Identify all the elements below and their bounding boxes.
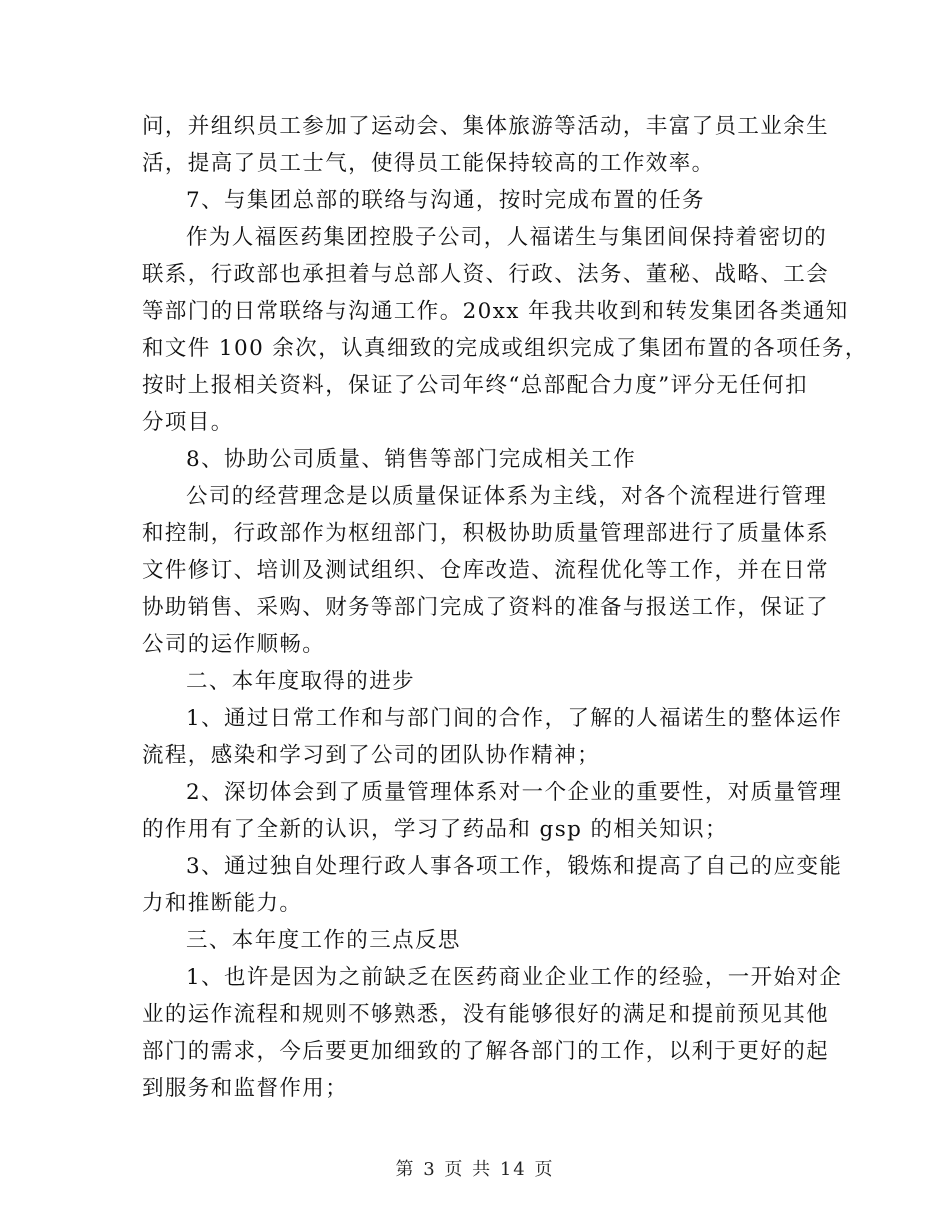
text-line: 部门的需求，今后要更加细致的了解各部门的工作，以利于更好的起	[142, 1039, 830, 1064]
text-line: 协助销售、采购、财务等部门完成了资料的准备与报送工作，保证了	[142, 595, 830, 620]
text-line: 按时上报相关资料，保证了公司年终“总部配合力度”评分无任何扣	[142, 373, 808, 398]
page-number: 第 3 页 共 14 页	[395, 1159, 555, 1180]
text-line: 流程，感染和学习到了公司的团队协作精神；	[142, 743, 601, 768]
text-line: 到服务和监督作用；	[142, 1076, 349, 1101]
text-line: 活，提高了员工士气，使得员工能保持较高的工作效率。	[142, 151, 715, 176]
text-line: 问，并组织员工参加了运动会、集体旅游等活动，丰富了员工业余生	[142, 114, 830, 139]
section-heading: 二、本年度取得的进步	[186, 669, 416, 694]
text-line: 2、深切体会到了质量管理体系对一个企业的重要性，对质量管理	[186, 780, 843, 805]
text-line: 公司的经营理念是以质量保证体系为主线，对各个流程进行管理	[186, 484, 828, 509]
text-line: 文件修订、培训及测试组织、仓库改造、流程优化等工作，并在日常	[142, 558, 830, 583]
text-line: 和控制，行政部作为枢纽部门，积极协助质量管理部进行了质量体系	[142, 521, 830, 546]
text-line: 的作用有了全新的认识，学习了药品和 gsp 的相关知识；	[142, 817, 728, 842]
section-heading: 7、与集团总部的联络与沟通，按时完成布置的任务	[186, 188, 705, 213]
text-line: 联系，行政部也承担着与总部人资、行政、法务、董秘、战略、工会	[142, 262, 830, 287]
document-body	[142, 108, 868, 1107]
text-line: 作为人福医药集团控股子公司，人福诺生与集团间保持着密切的	[186, 225, 828, 250]
text-line: 1、也许是因为之前缺乏在医药商业企业工作的经验，一开始对企	[186, 965, 843, 990]
text-line: 公司的运作顺畅。	[142, 632, 326, 657]
text-line: 等部门的日常联络与沟通工作。20xx 年我共收到和转发集团各类通知	[142, 299, 849, 324]
text-line: 业的运作流程和规则不够熟悉，没有能够很好的满足和提前预见其他	[142, 1002, 830, 1027]
text-line: 力和推断能力。	[142, 891, 303, 916]
section-heading: 三、本年度工作的三点反思	[186, 928, 461, 953]
text-line: 分项目。	[142, 410, 234, 435]
section-heading: 8、协助公司质量、销售等部门完成相关工作	[186, 447, 637, 472]
text-line: 1、通过日常工作和与部门间的合作，了解的人福诺生的整体运作	[186, 706, 843, 731]
text-line: 和文件 100 余次，认真细致的完成或组织完成了集团布置的各项任务，	[142, 336, 868, 361]
text-line: 3、通过独自处理行政人事各项工作，锻炼和提高了自己的应变能	[186, 854, 843, 879]
